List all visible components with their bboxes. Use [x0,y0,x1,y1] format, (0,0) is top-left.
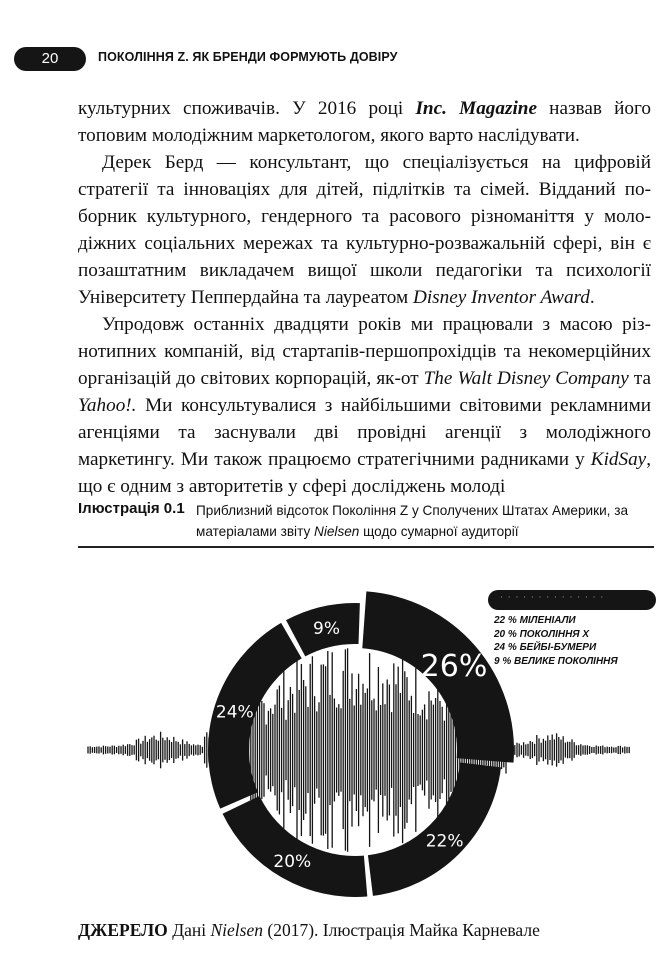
slice-label: 24% [215,702,254,723]
paragraph-2 [78,149,651,311]
text-run: щодо сумарної аудиторії [359,524,519,539]
legend-item: 9 % ВЕЛИКЕ ПОКОЛІННЯ [494,655,618,667]
italic-run: The Walt Disney Company [423,368,629,389]
text-run: назвав його топовим молодіжним маркетологом, якого варто наслідувати. [78,98,651,146]
running-title: ПОКОЛІННЯ Z. ЯК БРЕНДИ ФОРМУЮТЬ ДОВІРУ [98,50,398,64]
legend-items [494,614,618,668]
italic-run: Nielsen [210,920,263,940]
text-run: Дерек Берд — консультант, що спеціалізується на цифровій стратегії та інноваціях для дітей, підлітків та сімей. Відданий поборник культурного, гендерного та расового різноманіття у молодіжних соціальних мережах та культурно-розважальній сфері, він є позаштатним викладачем вищої школи педагогіки та психології Університету Пеппердайна та лауреатом [78,152,651,308]
italic-run: Disney Inventor Award [412,287,590,308]
text-run: (2017). Ілюстрація Майка Карневале [263,920,540,940]
source-line [78,920,540,941]
figure-caption-text [196,500,656,542]
figure-divider [78,546,654,548]
page-number-tab [14,47,86,71]
source-label: ДЖЕРЕЛО [78,920,168,940]
text-run: Упродовж останніх двадцяти років ми працювали з масою різнотипних компаній, від стартапів-першопрохідців та некомерційних організацій до світових корпорацій, як-от [78,314,651,389]
figure-label: Ілюстрація 0.1 [78,500,185,517]
text-run: Приблизний відсоток Покоління Z у Сполучених Штатах Америки, за матеріалами звіту [196,503,629,539]
body-text [78,95,651,500]
text-run: культурних споживачів. У 2016 році [78,98,416,119]
text-run: Дані [167,920,211,940]
page-number: 20 [41,50,59,67]
italic-run: Nielsen [314,524,360,539]
slice-label: 26% [420,649,488,684]
italic-run: Inc. Magazine [415,98,537,119]
italic-run: KidSay [590,449,647,470]
paragraph-1 [78,95,651,149]
legend-item: 22 % МІЛЕНІАЛИ [494,615,576,626]
slice-label: 22% [425,831,464,852]
text-run: та [628,368,651,389]
waveform-graphic [88,648,629,851]
paragraph-3 [78,311,651,500]
legend-header-pill: · · · · · · · · · · · · · · [488,590,656,610]
slice-label: 9% [313,618,340,639]
slice-label: 20% [273,851,312,872]
donut-slice-22 [368,763,501,896]
page-header [0,0,672,110]
italic-run: Yahoo!. [78,395,137,416]
text-run: , що є одним з авторитетів у сфері досліджень молоді [78,449,651,497]
legend-item: 20 % ПОКОЛІННЯ Х [494,628,590,640]
text-run: . [589,287,595,308]
text-run: Ми консультувалися з найбільшими світовими рекламними агенціями та заснували дві провідні агенції з молодіжного маркетингу. Ми також працюємо стратегічними радниками у [78,395,651,470]
legend-item: 24 % БЕЙБІ-БУМЕРИ [494,642,597,653]
